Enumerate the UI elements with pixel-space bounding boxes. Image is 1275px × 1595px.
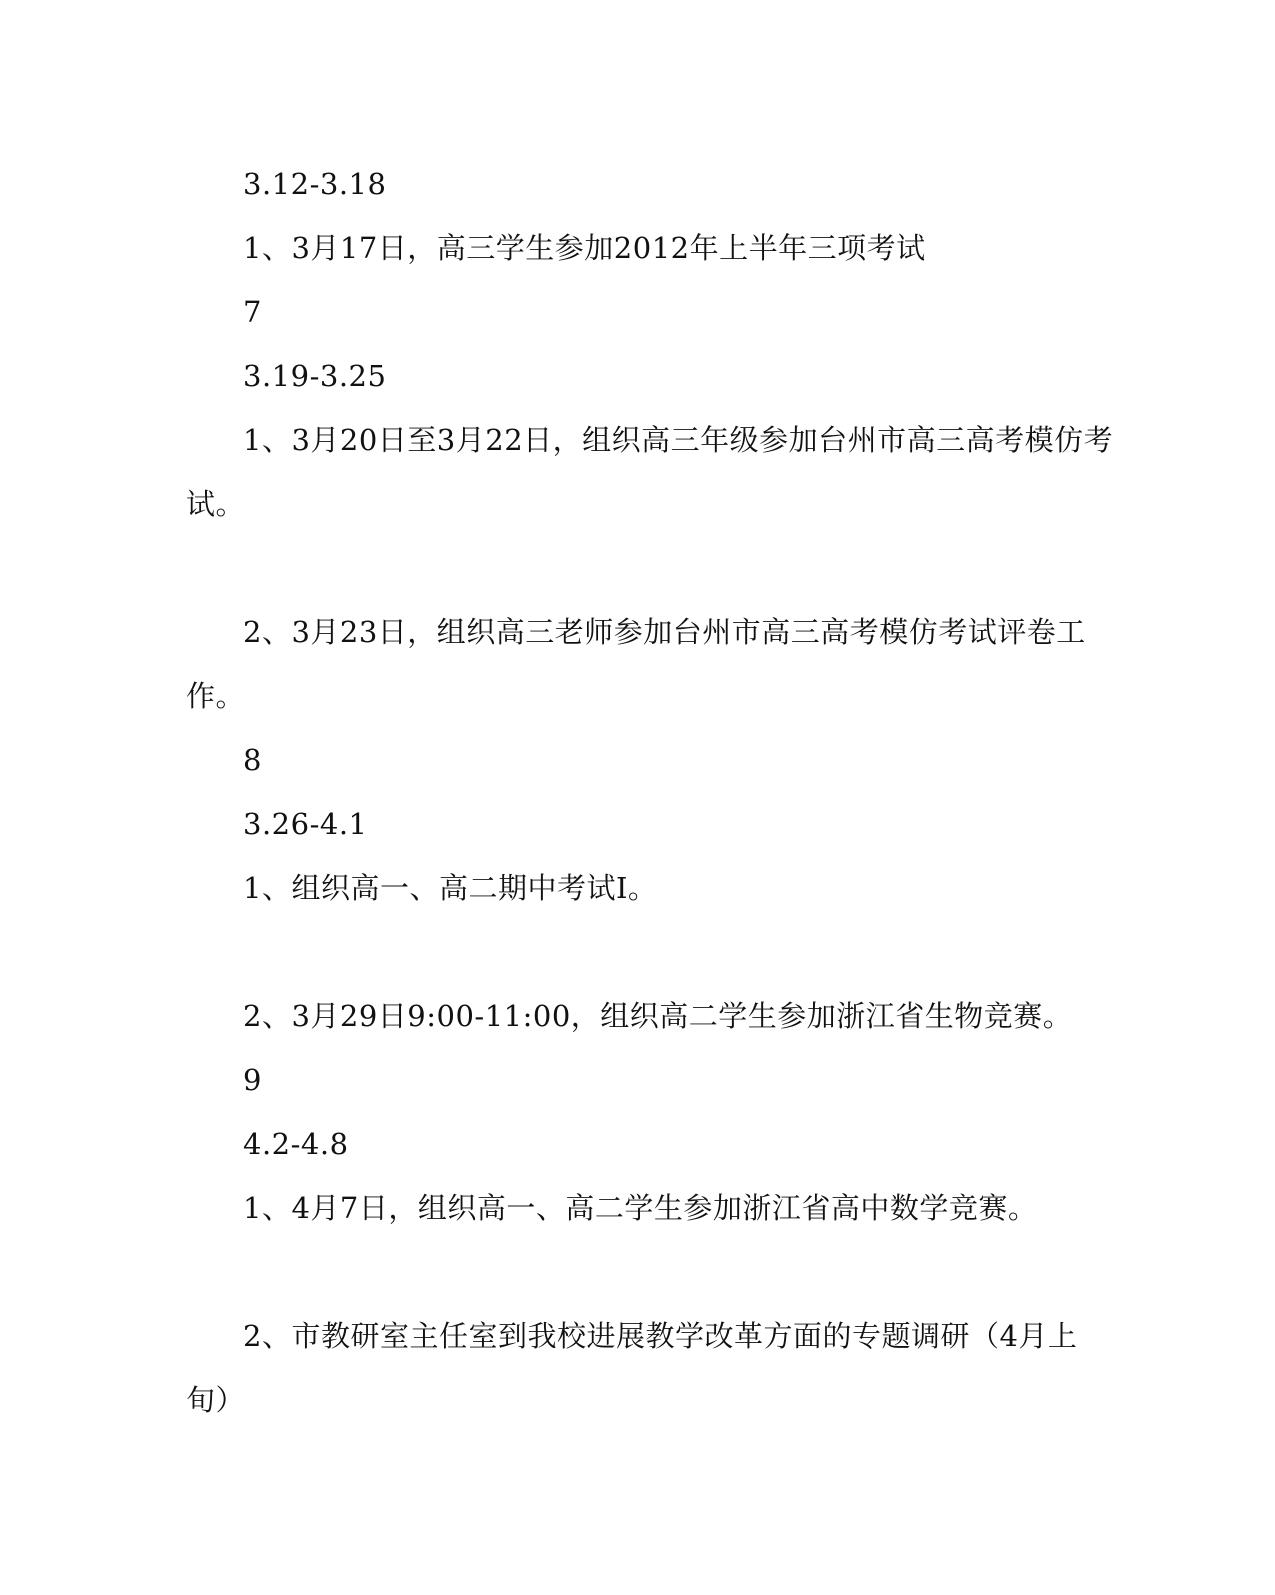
schedule-item: 1、4月7日，组织高一、高二学生参加浙江省高中数学竞赛。 <box>243 1191 1038 1225</box>
schedule-item: 2、市教研室主任室到我校进展教学改革方面的专题调研（4月上 <box>243 1319 1078 1353</box>
week-range-3-26: 3.26-4.1 <box>243 807 368 841</box>
week-range-3-19: 3.19-3.25 <box>243 359 387 393</box>
week-number: 8 <box>243 743 262 777</box>
week-number: 9 <box>243 1063 262 1097</box>
schedule-item: 1、3月20日至3月22日，组织高三年级参加台州市高三高考模仿考 <box>243 423 1114 457</box>
schedule-item: 1、3月17日，高三学生参加2012年上半年三项考试 <box>243 231 926 265</box>
schedule-item-continuation: 试。 <box>186 487 246 521</box>
schedule-item: 1、组织高一、高二期中考试Ⅰ。 <box>243 871 658 905</box>
schedule-item: 2、3月29日9:00-11:00，组织高二学生参加浙江省生物竞赛。 <box>243 999 1073 1033</box>
week-number: 7 <box>243 295 262 329</box>
schedule-item: 2、3月23日，组织高三老师参加台州市高三高考模仿考试评卷工 <box>243 615 1086 649</box>
schedule-item-continuation: 作。 <box>186 679 246 713</box>
week-range-3-12: 3.12-3.18 <box>243 167 387 201</box>
week-range-4-2: 4.2-4.8 <box>243 1127 349 1161</box>
schedule-item-continuation: 旬） <box>186 1383 246 1417</box>
